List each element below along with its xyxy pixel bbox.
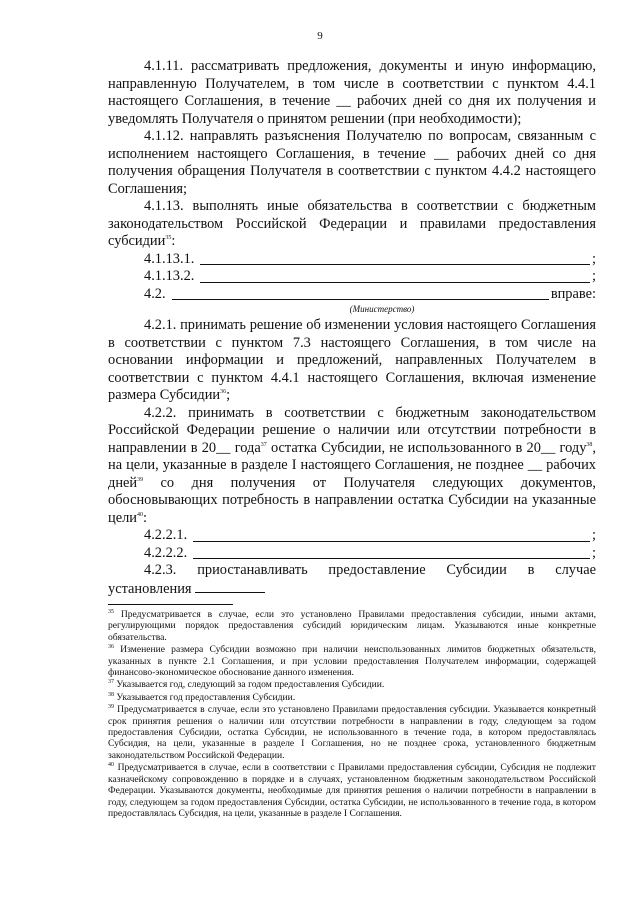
paragraph-4-2-1-text: 4.2.1. принимать решение об изменении условия настоящего Соглашения в соответствии с пунктом 7.3 настоящего Соглашения, в том числе на основании информации и предложений, направленных Получателем в соответствии с пунктом 4.4.1 настоящего Соглашения, включая изменение размера Субсидии bbox=[108, 317, 596, 403]
paragraph-4-1-12: 4.1.12. направлять разъяснения Получателю по вопросам, связанным с исполнением настоящего Соглашения, в течение __ рабочих дней со дня получения обращения Получателя в соответствии с пунктом 4.4.2 настоящего Соглашения; bbox=[108, 128, 596, 197]
footnote-number: 40 bbox=[108, 762, 114, 769]
paragraph-4-2-1 bbox=[108, 317, 596, 405]
fill-row-4-1-13-1 bbox=[108, 251, 596, 269]
footnote-ref-36: 36 bbox=[220, 389, 227, 396]
footnote-number: 35 bbox=[108, 608, 114, 615]
footnote-number: 37 bbox=[108, 679, 114, 686]
fill-line-4-1-13-2 bbox=[200, 282, 590, 283]
paragraph-4-2-2-part-d: со дня получения от Получателя следующих документов, обосновывающих потребность в направлении остатка Субсидии на указанные цели bbox=[108, 474, 596, 526]
item-label-4-1-13-1: 4.1.13.1. bbox=[144, 250, 195, 267]
paragraph-4-1-13 bbox=[108, 198, 596, 251]
fill-line-4-2-2-1 bbox=[193, 541, 590, 542]
paragraph-4-1-11: 4.1.11. рассматривать предложения, документы и иную информацию, направленную Получателем, в том числе в соответствии с пунктом 4.4.1 настоящего Соглашения, в течение __ рабочих дней со дня их получения и уведомлять Получателя о принятом решении (при необходимости); bbox=[108, 58, 596, 127]
paragraph-4-2-2-end: : bbox=[142, 509, 147, 526]
item-end-4-1-13-1: ; bbox=[592, 250, 596, 267]
paragraph-4-2-2-part-a: 4.2.2. принимать в соответствии с бюджетным законодательством Российской Федерации решение о наличии или отсутствии потребности в направлении в 20__ года bbox=[108, 404, 596, 456]
footnote-number: 36 bbox=[108, 644, 114, 651]
paragraph-4-2-1-end: ; bbox=[226, 387, 231, 403]
fill-line-4-2-2-2 bbox=[193, 558, 590, 559]
page-number: 9 bbox=[317, 30, 323, 42]
footnote-ref-39: 39 bbox=[137, 476, 144, 483]
footnote-text: Изменение размера Субсидии возможно при наличии неиспользованных лимитов бюджетных обязательств, указанных в пункте 2.1 Соглашения, и при условии предоставления Получателем информации, содержащей финансово-экономическое обоснование данного изменения. bbox=[108, 644, 596, 679]
footnote-ref-37: 37 bbox=[260, 441, 267, 448]
footnote-text: Предусматривается в случае, если это установлено Правилами предоставления субсидии. Указывается конкретный срок принятия решения о наличии или отсутствии потребности в направлении в году, следующем за годом предоставления Субсидии, остатка Субсидии, не использованного в течение года, в котором предоставлялась Субсидия, на цели, указанные в разделе I Соглашения, но не позднее срока, установленного бюджетным законодательством Российской Федерации. bbox=[108, 704, 596, 761]
paragraph-4-2-3-cont bbox=[108, 580, 596, 599]
fill-line-4-2 bbox=[172, 299, 549, 300]
footnote-36 bbox=[108, 644, 596, 678]
paragraph-4-1-13-end: : bbox=[171, 233, 176, 249]
footnotes bbox=[108, 609, 596, 820]
paragraph-4-2-3-cont-text: установления bbox=[108, 580, 192, 597]
footnote-text: Предусматривается в случае, если в соответствии с Правилами предоставления субсидии, Субсидия не подлежит казначейскому сопровождению в порядке и в случаях, установленном бюджетным законодательством Российской Федерации. Указываются документы, необходимые для принятия решения о наличии потребности в направлении в году, следующем за годом предоставления Субсидии, остатка Субсидии, не использованного в течение года, в котором предоставлялась Субсидия, на цели, указанные в разделе I Соглашения. bbox=[108, 762, 596, 819]
fill-row-4-2 bbox=[108, 286, 596, 304]
ministry-caption: (Министерство) bbox=[349, 304, 415, 314]
footnote-40 bbox=[108, 762, 596, 819]
footnote-ref-40: 40 bbox=[136, 511, 143, 518]
footnote-separator bbox=[108, 604, 233, 605]
paragraph-4-2-2-part-b: остатка Субсидии, не использованного в 20__ году bbox=[266, 439, 587, 456]
item-end-4-1-13-2: ; bbox=[592, 268, 596, 284]
fill-line-4-2-3 bbox=[195, 580, 265, 593]
footnote-35 bbox=[108, 609, 596, 643]
footnote-text: Указывается год предоставления Субсидии. bbox=[114, 691, 296, 703]
footnote-number: 39 bbox=[108, 704, 114, 711]
paragraph-4-1-13-text: 4.1.13. выполнять иные обязательства в соответствии с бюджетным законодательством Российской Федерации и правилами предоставления субсидии bbox=[108, 198, 596, 249]
footnote-38 bbox=[108, 692, 596, 703]
footnote-ref-35: 35 bbox=[165, 235, 172, 242]
fill-row-4-1-13-2 bbox=[108, 268, 596, 286]
footnote-39 bbox=[108, 704, 596, 761]
paragraph-4-2-2 bbox=[108, 405, 596, 528]
footnote-ref-38: 38 bbox=[586, 441, 593, 448]
paragraph-4-2-2-part-c: , на цели, указанные в разделе I настоящего Соглашения, не позднее __ рабочих дней bbox=[108, 439, 596, 491]
footnote-number: 38 bbox=[108, 691, 114, 698]
item-label-4-2: 4.2. bbox=[144, 285, 166, 302]
item-label-4-1-13-2: 4.1.13.2. bbox=[144, 268, 195, 284]
footnote-text: Указывается год, следующий за годом предоставления Субсидии. bbox=[114, 679, 385, 691]
item-end-4-2: вправе: bbox=[550, 285, 596, 302]
paragraph-4-2-3: 4.2.3. приостанавливать предоставление Субсидии в случае bbox=[144, 562, 596, 578]
fill-row-4-2-2-2 bbox=[108, 545, 596, 563]
document-body bbox=[108, 58, 596, 598]
item-label-4-2-2-2: 4.2.2.2. bbox=[144, 544, 188, 561]
fill-line-4-1-13-1 bbox=[200, 264, 590, 265]
footnote-text: Предусматривается в случае, если это установлено Правилами предоставления субсидии, иными актами, регулирующими порядок предоставления субсидий юридическим лицам. Указываются иные конкретные обязательства. bbox=[108, 609, 596, 643]
item-label-4-2-2-1: 4.2.2.1. bbox=[144, 527, 188, 543]
item-end-4-2-2-1: ; bbox=[592, 527, 596, 543]
fill-row-4-2-2-1 bbox=[108, 527, 596, 545]
footnote-37 bbox=[108, 679, 596, 690]
item-end-4-2-2-2: ; bbox=[592, 544, 596, 561]
